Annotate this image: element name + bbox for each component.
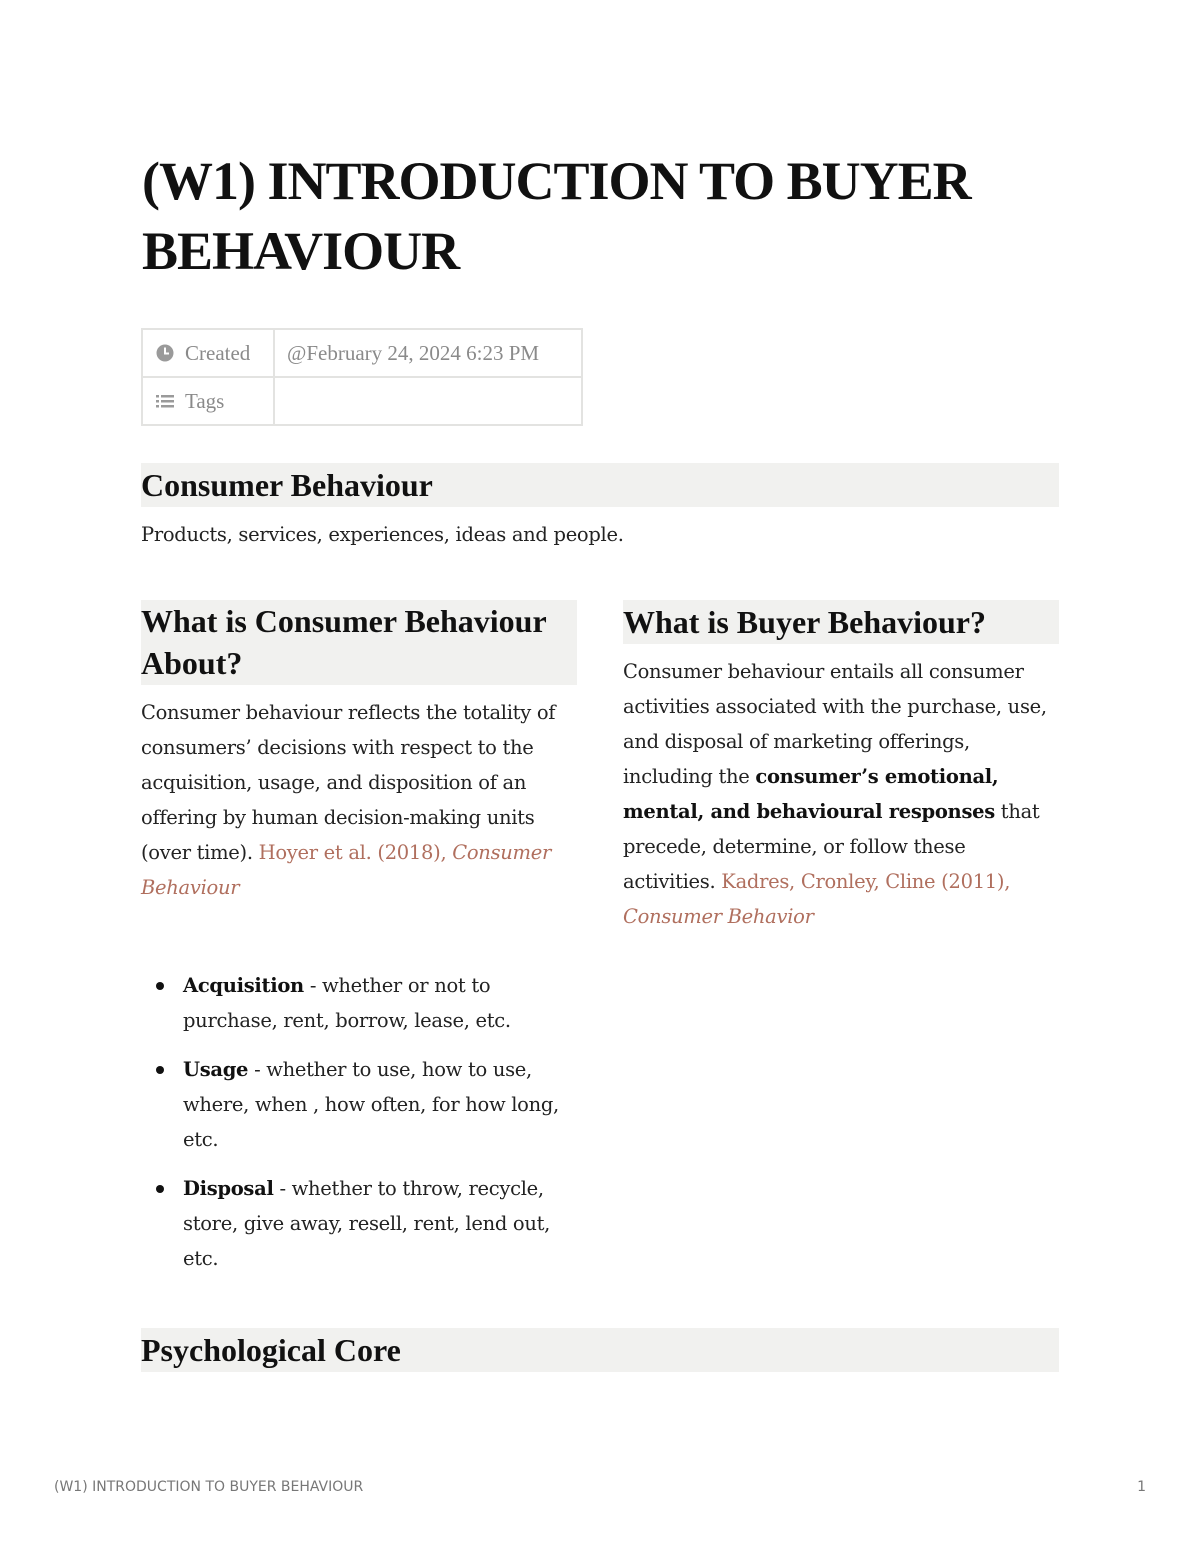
heading-psychological-core: Psychological Core [141,1328,1059,1372]
page-title: (W1) INTRODUCTION TO BUYER BEHAVIOUR [142,151,971,281]
tags-label: Tags [185,388,225,413]
property-row-tags [142,377,582,425]
list-item: Usage - whether to use, how to use, where, when , how often, for how long, etc. [141,1052,581,1157]
property-row-created [142,329,582,377]
citation-hoyer: Hoyer et al. (2018), Consumer Behaviour [141,841,551,899]
consumer-behaviour-text: Products, services, experiences, ideas and people. [141,523,624,546]
what-is-bb-text: Consumer behaviour entails all consumer activities associated with the purchase, use, and disposal of marketing offerings, including the consumer’s emotional, mental, and behavioural responses that precede, determine, or follow these activities. Kadres, Cronley, Cline (2011), Consumer Behavior [623,660,1047,928]
tags-value [274,377,582,425]
created-label: Created [185,340,251,365]
heading-consumer-behaviour: Consumer Behaviour [141,463,1059,507]
citation-kadres: Kadres, Cronley, Cline (2011), Consumer Behavior [623,870,1011,928]
what-is-cb-text: Consumer behaviour reflects the totality of consumers’ decisions with respect to the acquisition, usage, and disposition of an offering by human decision-making units (over time). Hoyer et al. (2018), Consumer Behaviour [141,701,556,899]
created-value: @February 24, 2024 6:23 PM [274,329,582,377]
page-number: 1 [1137,1479,1146,1495]
list-item: Disposal - whether to throw, recycle, store, give away, resell, rent, lend out, etc. [141,1171,581,1276]
clock-icon [155,343,175,363]
properties-table [141,328,583,426]
list-icon [155,391,175,411]
footer-title: (W1) INTRODUCTION TO BUYER BEHAVIOUR [54,1479,364,1495]
decision-list [141,968,581,1290]
heading-what-is-buyer-behaviour: What is Buyer Behaviour? [623,600,1059,644]
heading-what-is-consumer-behaviour: What is Consumer Behaviour About? [141,600,577,685]
list-item: Acquisition - whether or not to purchase, rent, borrow, lease, etc. [141,968,581,1038]
